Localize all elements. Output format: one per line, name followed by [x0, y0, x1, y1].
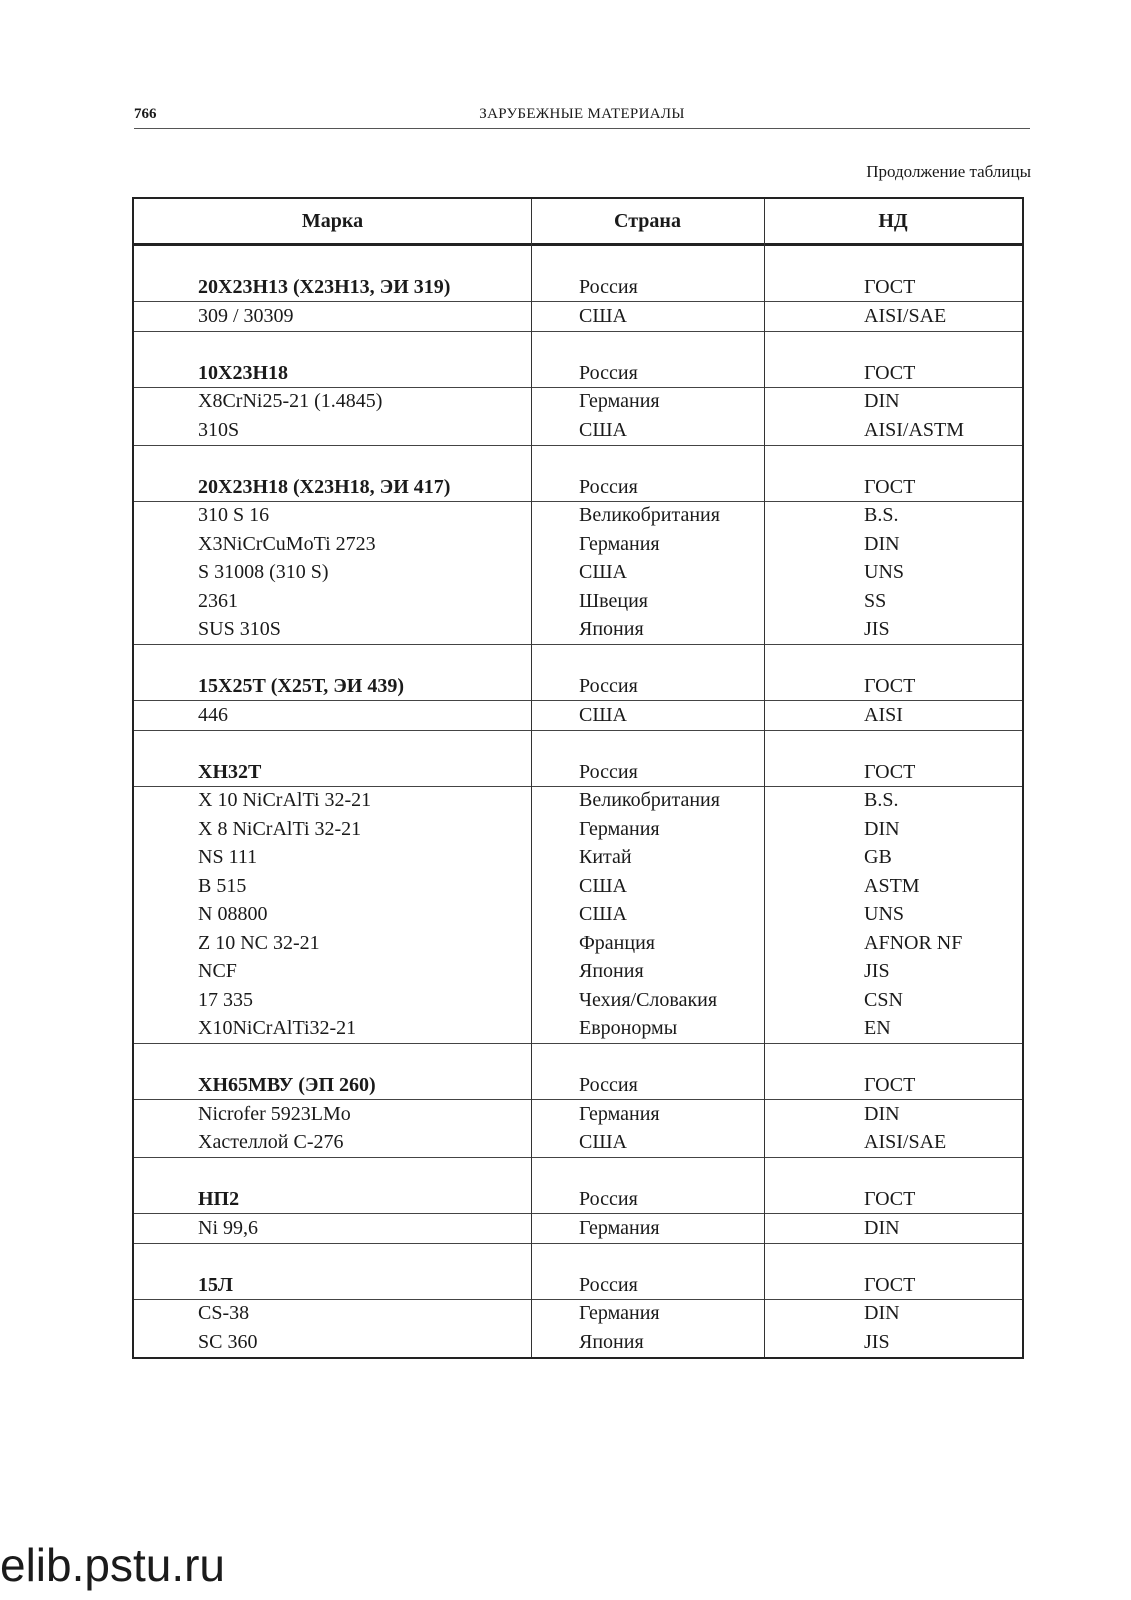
analog-row-country-cell: Франция	[579, 931, 655, 954]
analog-row-standard-cell: GB	[864, 846, 892, 869]
analog-row-standard-cell: AISI/SAE	[864, 304, 947, 327]
grade-row-standard-cell: ГОСТ	[864, 1273, 916, 1296]
analog-row-grade-cell: N 08800	[198, 903, 268, 926]
grade-row-country-cell: Россия	[579, 361, 638, 384]
analog-row-standard-cell: DIN	[864, 817, 900, 840]
analog-row-standard-cell: DIN	[864, 1216, 900, 1239]
analog-row-grade-cell: 17 335	[198, 988, 253, 1011]
grade-row-standard-cell: ГОСТ	[864, 1188, 916, 1210]
analog-row	[134, 1328, 1022, 1357]
analog-row-standard-cell: AISI/ASTM	[864, 418, 965, 441]
grade-group	[134, 730, 1022, 1044]
analog-row	[134, 559, 1022, 588]
grade-row	[134, 731, 1022, 787]
analog-row-country-cell: Германия	[579, 817, 660, 840]
grade-row	[134, 645, 1022, 701]
analog-row	[134, 844, 1022, 873]
analog-row-country-cell: Германия	[579, 390, 660, 413]
analog-row	[134, 302, 1022, 331]
grade-group	[134, 644, 1022, 730]
analog-row-standard-cell: SS	[864, 589, 887, 612]
analog-row	[134, 958, 1022, 987]
analog-row-standard-cell: JIS	[864, 1330, 890, 1353]
analog-row	[134, 1129, 1022, 1158]
grade-group	[134, 445, 1022, 645]
grade-row-country-cell: Россия	[579, 675, 638, 697]
analog-row-standard-cell: B.S.	[864, 504, 899, 527]
analog-row	[134, 1300, 1022, 1329]
analog-row-standard-cell: AISI	[864, 703, 903, 726]
grade-row-grade-cell: 15Х25Т (Х25Т, ЭИ 439)	[198, 675, 405, 697]
grade-row-standard-cell: ГОСТ	[864, 361, 916, 384]
analog-row	[134, 872, 1022, 901]
analog-row-grade-cell: 446	[198, 703, 228, 726]
grade-group	[134, 1043, 1022, 1157]
table-continuation-note: Продолжение таблицы	[866, 162, 1031, 181]
grade-row-grade-cell: 20Х23Н13 (Х23Н13, ЭИ 319)	[198, 276, 451, 298]
grade-row-country-cell: Россия	[579, 1273, 638, 1296]
grade-row	[134, 246, 1022, 302]
analog-row-standard-cell: AFNOR NF	[864, 931, 963, 954]
analog-row-grade-cell: X8CrNi25-21 (1.4845)	[198, 390, 383, 413]
analog-row-grade-cell: B 515	[198, 874, 247, 897]
analog-row-standard-cell: DIN	[864, 532, 900, 555]
grade-group	[134, 1157, 1022, 1243]
analog-row-standard-cell: B.S.	[864, 789, 899, 812]
analog-row-country-cell: Германия	[579, 1102, 660, 1125]
grade-row-grade-cell: ХН32Т	[198, 760, 262, 783]
analog-row-grade-cell: CS-38	[198, 1302, 250, 1325]
analog-row	[134, 929, 1022, 958]
table-header	[134, 199, 1022, 246]
grade-row	[134, 1158, 1022, 1214]
grade-group	[134, 246, 1022, 331]
grade-row-standard-cell: ГОСТ	[864, 276, 916, 298]
page-number: 766	[134, 106, 157, 122]
analog-row-grade-cell: X 8 NiCrAlTi 32-21	[198, 817, 362, 840]
analog-row-grade-cell: NS 111	[198, 846, 258, 869]
grade-row-country-cell: Россия	[579, 1188, 638, 1210]
analog-row-country-cell: США	[579, 703, 627, 726]
analog-row-standard-cell: JIS	[864, 960, 890, 983]
grade-row-grade-cell: 20Х23Н18 (Х23Н18, ЭИ 417)	[198, 475, 451, 498]
analog-row-standard-cell: EN	[864, 1017, 891, 1040]
analog-row	[134, 901, 1022, 930]
grade-row-standard-cell: ГОСТ	[864, 475, 916, 498]
column-header-standard: НД	[878, 209, 908, 232]
grade-row-standard-cell: ГОСТ	[864, 760, 916, 783]
analog-row-grade-cell: X10NiCrAlTi32-21	[198, 1017, 357, 1040]
grade-row-grade-cell: ХН65МВУ (ЭП 260)	[198, 1074, 376, 1096]
analog-row-grade-cell: SC 360	[198, 1330, 258, 1353]
analog-row	[134, 1100, 1022, 1129]
analog-row-standard-cell: DIN	[864, 1302, 900, 1325]
grade-row	[134, 332, 1022, 388]
running-title: ЗАРУБЕЖНЫЕ МАТЕРИАЛЫ	[479, 106, 685, 122]
column-header-country: Страна	[614, 209, 681, 232]
analog-row-country-cell: Германия	[579, 532, 660, 555]
analog-row	[134, 502, 1022, 531]
grade-row-country-cell: Россия	[579, 276, 638, 298]
analog-row-standard-cell: DIN	[864, 1102, 900, 1125]
analog-row-country-cell: США	[579, 903, 627, 926]
analog-row-country-cell: Великобритания	[579, 789, 720, 812]
analog-row-country-cell: США	[579, 561, 627, 584]
analog-row	[134, 1015, 1022, 1044]
column-divider	[764, 199, 765, 1357]
analog-row-grade-cell: 310S	[198, 418, 240, 441]
analog-row-grade-cell: X 10 NiCrAlTi 32-21	[198, 789, 372, 812]
analog-row-grade-cell: S 31008 (310 S)	[198, 561, 329, 584]
grade-row-country-cell: Россия	[579, 475, 638, 498]
grade-row-country-cell: Россия	[579, 1074, 638, 1096]
grade-row	[134, 446, 1022, 502]
analog-row	[134, 388, 1022, 417]
analog-row-grade-cell: Ni 99,6	[198, 1216, 258, 1239]
analog-row-grade-cell: Хастеллой С-276	[198, 1131, 344, 1154]
watermark: elib.pstu.ru	[0, 1539, 226, 1591]
materials-table	[132, 197, 1024, 1359]
analog-row-standard-cell: UNS	[864, 903, 905, 926]
analog-row	[134, 701, 1022, 730]
grade-row-country-cell: Россия	[579, 760, 638, 783]
grade-row-grade-cell: 15Л	[198, 1273, 233, 1296]
analog-row-country-cell: Япония	[579, 960, 644, 983]
column-divider	[531, 199, 532, 1357]
column-header-grade: Марка	[301, 209, 364, 232]
analog-row-grade-cell: Z 10 NC 32-21	[198, 931, 320, 954]
analog-row-grade-cell: 310 S 16	[198, 504, 270, 527]
table-body	[134, 246, 1022, 1357]
analog-row-country-cell: Германия	[579, 1302, 660, 1325]
analog-row-country-cell: Евронормы	[579, 1017, 678, 1040]
analog-row	[134, 587, 1022, 616]
analog-row-standard-cell: CSN	[864, 988, 903, 1011]
analog-row-grade-cell: X3NiCrCuMoTi 2723	[198, 532, 376, 555]
analog-row	[134, 416, 1022, 445]
analog-row-country-cell: Япония	[579, 618, 644, 641]
analog-row-country-cell: Китай	[579, 846, 632, 869]
analog-row	[134, 530, 1022, 559]
analog-row-grade-cell: NCF	[198, 960, 237, 983]
analog-row-country-cell: США	[579, 874, 627, 897]
analog-row-standard-cell: UNS	[864, 561, 905, 584]
grade-group	[134, 1243, 1022, 1357]
analog-row-country-cell: Чехия/Словакия	[579, 988, 718, 1011]
analog-row-country-cell: Германия	[579, 1216, 660, 1239]
analog-row-country-cell: США	[579, 418, 627, 441]
analog-row-standard-cell: JIS	[864, 618, 890, 641]
analog-row-grade-cell: Nicrofer 5923LMo	[198, 1102, 351, 1125]
analog-row-country-cell: Япония	[579, 1330, 644, 1353]
analog-row-standard-cell: DIN	[864, 390, 900, 413]
grade-row	[134, 1244, 1022, 1300]
analog-row-standard-cell: AISI/SAE	[864, 1131, 947, 1154]
analog-row	[134, 787, 1022, 816]
analog-row-country-cell: Швеция	[579, 589, 648, 612]
analog-row	[134, 1214, 1022, 1243]
grade-row-standard-cell: ГОСТ	[864, 675, 916, 697]
grade-row	[134, 1044, 1022, 1100]
grade-row-grade-cell: 10Х23Н18	[198, 361, 288, 384]
analog-row-country-cell: США	[579, 1131, 627, 1154]
analog-row	[134, 815, 1022, 844]
grade-row-standard-cell: ГОСТ	[864, 1074, 916, 1096]
analog-row-country-cell: Великобритания	[579, 504, 720, 527]
analog-row-grade-cell: 2361	[198, 589, 238, 612]
analog-row-grade-cell: SUS 310S	[198, 618, 281, 641]
analog-row	[134, 616, 1022, 645]
grade-row-grade-cell: НП2	[198, 1188, 240, 1210]
grade-group	[134, 331, 1022, 445]
analog-row	[134, 986, 1022, 1015]
running-head	[134, 104, 1030, 129]
analog-row-country-cell: США	[579, 304, 627, 327]
analog-row-grade-cell: 309 / 30309	[198, 304, 294, 327]
analog-row-standard-cell: ASTM	[864, 874, 920, 897]
